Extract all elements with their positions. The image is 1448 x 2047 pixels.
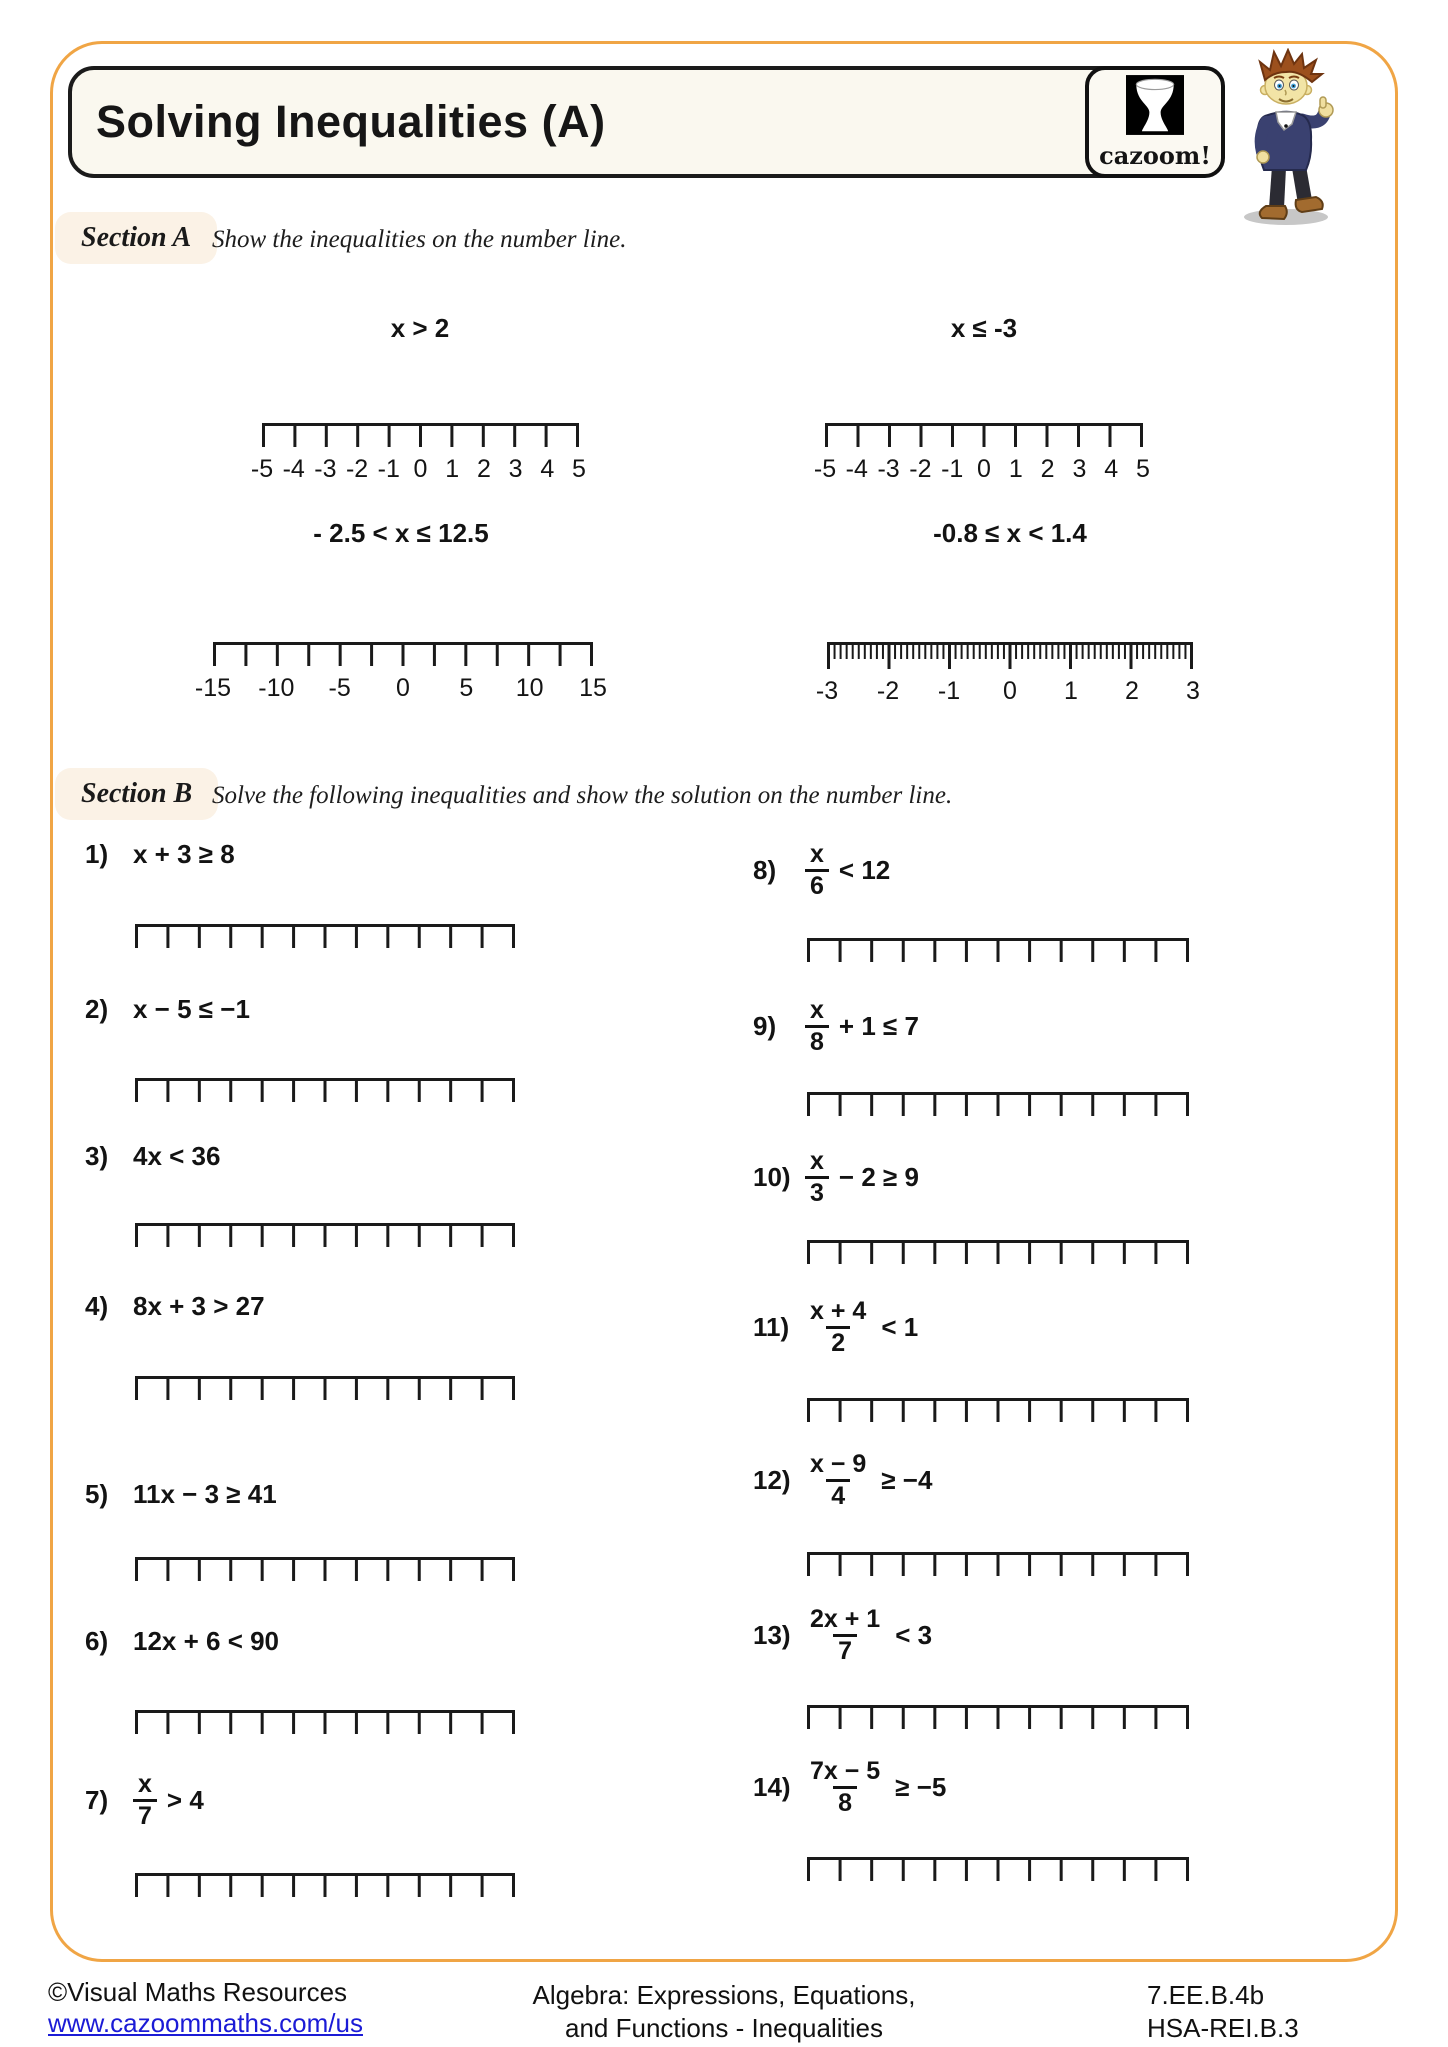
problem-10 <box>753 1135 919 1219</box>
problem-expression: < 3 <box>895 1619 933 1650</box>
problem-number: 7) <box>85 1784 109 1815</box>
section-b-label: Section B <box>55 768 218 820</box>
inequality-expression-2: x ≤ -3 <box>950 313 1018 343</box>
number-line-b5 <box>135 1557 515 1584</box>
problem-number: 4) <box>85 1290 109 1321</box>
inequality-expression-1: x > 2 <box>390 313 450 343</box>
problem-14 <box>753 1745 946 1829</box>
tick-label: -3 <box>877 455 900 483</box>
section-b-instruction: Solve the following inequalities and show the solution on the number line. <box>212 782 953 809</box>
problem-expression: 4x < 36 <box>133 1140 221 1171</box>
problem-6 <box>85 1599 279 1683</box>
tick-label: -5 <box>250 455 274 483</box>
number-line-a2 <box>825 423 1143 450</box>
fraction <box>805 997 829 1056</box>
tick-label: -5 <box>813 455 837 483</box>
fraction-denominator: 8 <box>833 1786 857 1816</box>
problem-number: 12) <box>753 1464 791 1495</box>
problem-expression: > 4 <box>166 1784 204 1815</box>
problem-12 <box>753 1438 932 1522</box>
number-line-b2 <box>135 1078 515 1105</box>
tick-label: -4 <box>845 455 868 483</box>
problem-2 <box>85 967 250 1051</box>
number-line-labels-a4 <box>815 677 1200 707</box>
number-line-b10 <box>807 1240 1189 1267</box>
fraction-denominator: 7 <box>133 1799 157 1829</box>
problem-expression: 8x + 3 > 27 <box>133 1290 265 1321</box>
number-line-labels-a3 <box>194 674 607 704</box>
tick-label: 5 <box>1136 455 1150 483</box>
number-line-b12 <box>807 1552 1189 1579</box>
problem-number: 3) <box>85 1140 109 1171</box>
tick-label: -15 <box>194 674 232 702</box>
problem-9 <box>753 984 919 1068</box>
fraction-numerator: x <box>810 995 824 1024</box>
footer-copyright: ©Visual Maths Resources <box>48 1977 348 2007</box>
footer-standard-2: HSA-REI.B.3 <box>1147 2013 1299 2043</box>
footer-standards <box>1147 1979 1299 2045</box>
tick-label: 10 <box>515 674 544 702</box>
fraction-numerator: 2x + 1 <box>810 1604 881 1633</box>
fraction-numerator: x − 9 <box>810 1449 867 1478</box>
tick-label: -3 <box>815 677 839 705</box>
tick-label: 2 <box>476 455 491 483</box>
number-line-a3 <box>213 642 593 669</box>
fraction-denominator: 3 <box>805 1176 829 1206</box>
tick-label: 1 <box>1008 455 1023 483</box>
tick-label: 0 <box>1003 677 1017 705</box>
fraction-denominator: 8 <box>805 1025 829 1055</box>
fraction <box>805 841 829 900</box>
problem-expression: − 2 ≥ 9 <box>838 1161 919 1192</box>
problem-number: 14) <box>753 1771 791 1802</box>
page-title: Solving Inequalities (A) <box>96 96 606 147</box>
number-line-labels-a1 <box>250 455 586 485</box>
section-a-label: Section A <box>55 212 217 264</box>
number-line-b8 <box>807 938 1189 965</box>
inequality-expression-3: - 2.5 < x ≤ 12.5 <box>313 518 489 548</box>
tick-label: 2 <box>1040 455 1055 483</box>
fraction <box>805 1451 871 1510</box>
number-line-b3 <box>135 1223 515 1250</box>
problem-number: 10) <box>753 1161 791 1192</box>
problem-number: 13) <box>753 1619 791 1650</box>
tick-label: -2 <box>909 455 932 483</box>
tick-label: -1 <box>941 455 964 483</box>
number-line-b11 <box>807 1398 1189 1425</box>
cazoom-logo-text: cazoom! <box>1099 140 1211 170</box>
tick-label: 3 <box>508 455 523 483</box>
problem-11 <box>753 1285 918 1369</box>
tick-label: 0 <box>413 455 428 483</box>
tick-label: 2 <box>1125 677 1139 705</box>
problem-expression: ≥ −5 <box>895 1771 947 1802</box>
fraction-numerator: x <box>138 1769 152 1798</box>
number-line-a1 <box>262 423 579 450</box>
tick-label: 4 <box>1104 455 1119 483</box>
fraction <box>805 1148 829 1207</box>
problem-13 <box>753 1593 932 1677</box>
number-line-labels-a2 <box>813 455 1150 485</box>
fraction-numerator: x <box>810 839 824 868</box>
problem-7 <box>85 1758 204 1842</box>
inequality-expression-4: -0.8 ≤ x < 1.4 <box>933 518 1087 548</box>
tick-label: 0 <box>977 455 991 483</box>
tick-label: 5 <box>459 674 474 702</box>
problem-3 <box>85 1114 220 1198</box>
tick-label: -10 <box>258 674 295 702</box>
tick-label: 0 <box>396 674 410 702</box>
problem-expression: x − 5 ≤ −1 <box>133 993 250 1024</box>
tick-label: -1 <box>937 677 961 705</box>
tick-label: 15 <box>579 674 607 702</box>
fraction-denominator: 6 <box>805 869 829 899</box>
tick-label: -5 <box>328 674 351 702</box>
problem-number: 11) <box>753 1311 790 1342</box>
problem-8 <box>753 828 890 912</box>
fraction-numerator: x + 4 <box>810 1296 867 1325</box>
number-line-b1 <box>135 924 515 951</box>
problem-expression: x + 3 ≥ 8 <box>133 838 235 869</box>
problem-number: 9) <box>753 1010 777 1041</box>
number-line-b13 <box>807 1705 1189 1732</box>
tick-label: -3 <box>314 455 337 483</box>
problem-expression: 11x − 3 ≥ 41 <box>133 1478 277 1509</box>
problem-number: 6) <box>85 1625 109 1656</box>
tick-label: 1 <box>1064 677 1078 705</box>
tick-label: -2 <box>345 455 369 483</box>
fraction-denominator: 2 <box>826 1326 850 1356</box>
problem-number: 2) <box>85 993 109 1024</box>
number-line-a4 <box>827 642 1193 672</box>
number-line-b6 <box>135 1710 515 1737</box>
problem-expression: ≥ −4 <box>881 1464 933 1495</box>
footer-topic-line2: and Functions - Inequalities <box>565 2013 883 2043</box>
fraction <box>805 1298 871 1357</box>
problem-number: 5) <box>85 1478 109 1509</box>
cazoom-drum-icon <box>1126 75 1184 140</box>
tick-label: 3 <box>1186 677 1200 705</box>
fraction <box>805 1758 885 1817</box>
fraction-numerator: 7x − 5 <box>810 1756 881 1785</box>
tick-label: 5 <box>572 455 586 483</box>
problem-5 <box>85 1452 277 1536</box>
number-line-b9 <box>807 1092 1189 1119</box>
tick-label: 4 <box>540 455 555 483</box>
problem-number: 8) <box>753 854 777 885</box>
fraction-denominator: 7 <box>833 1634 857 1664</box>
number-line-b14 <box>807 1857 1189 1884</box>
fraction-denominator: 4 <box>826 1479 850 1509</box>
fraction <box>805 1606 885 1665</box>
problem-number: 1) <box>85 838 109 869</box>
tick-label: -2 <box>876 677 900 705</box>
problem-expression: 12x + 6 < 90 <box>133 1625 280 1656</box>
number-line-b4 <box>135 1376 515 1403</box>
number-line-b7 <box>135 1873 515 1900</box>
problem-expression: < 1 <box>881 1311 919 1342</box>
footer-standard-1: 7.EE.B.4b <box>1147 1980 1265 2010</box>
problem-expression: + 1 ≤ 7 <box>838 1010 919 1041</box>
fraction <box>133 1771 157 1830</box>
tick-label: 1 <box>445 455 460 483</box>
fraction-numerator: x <box>810 1146 824 1175</box>
footer-topic-line1: Algebra: Expressions, Equations, <box>532 1980 916 2010</box>
cazoom-logo <box>1085 66 1225 178</box>
tick-label: -4 <box>282 455 305 483</box>
section-a-instruction: Show the inequalities on the number line. <box>212 226 627 253</box>
footer-topic <box>533 1979 916 2045</box>
tick-label: -1 <box>377 455 400 483</box>
footer-website-link[interactable]: www.cazoommaths.com/us <box>48 2008 363 2038</box>
problem-1 <box>85 812 235 896</box>
tick-label: 3 <box>1072 455 1087 483</box>
footer-left <box>48 1977 363 2039</box>
mascot-boy-illustration <box>1232 48 1344 233</box>
problem-4 <box>85 1264 265 1348</box>
problem-expression: < 12 <box>838 854 891 885</box>
